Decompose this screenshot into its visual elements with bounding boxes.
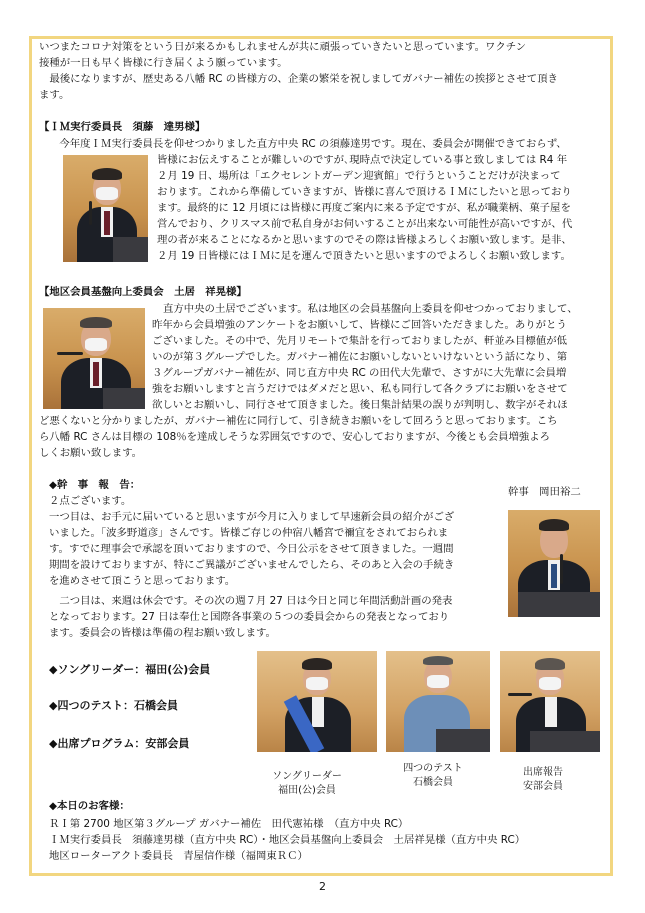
text-line: いつまたコロナ対策をという日が来るかもしれませんが共に頑張っていきたいと思っています。ワクチン <box>39 41 527 53</box>
role-attendance: ◆出席プログラム：安部会員 <box>49 737 190 750</box>
page-number: 2 <box>319 880 326 893</box>
attendance-photo <box>500 651 600 752</box>
text-line: ございました。その中で、先月リモートで集計を行っておりましたが、軒並み目標値が低 <box>152 335 567 347</box>
text-line: ます。委員会の皆様は準備の程お願い致します。 <box>49 627 276 639</box>
text-line: おります。これから準備していきますが、皆様に喜んで頂けるＩＭにしたいと思っており <box>157 186 572 198</box>
text-line: 今年度ＩＭ実行委員長を仰せつかりました直方中央 RC の須藤達男です。現在、委員会が開催できておらず、 <box>49 138 567 150</box>
four-way-test-photo <box>386 651 490 752</box>
text-line: 営んでおり、クリスマス前で私自身がお伺いすることが出来ない可能性が高いですが、代 <box>157 218 573 230</box>
guest-line: ＩＭ実行委員長 須藤達男様（直方中央 RC）・地区会員基盤向上委員会 土居祥晃様（直方中央 RC） <box>49 834 526 846</box>
text-line: を進めさせて頂こうと思っております。 <box>49 575 236 587</box>
role-four-way-test: ◆四つのテスト：石橋会員 <box>49 699 179 712</box>
text-line: ます。最終的に 12 月頃には皆様に再度ご案内に来る予定ですが、私が職業柄、菓子屋を <box>157 202 571 214</box>
text-line: す。すでに理事会で承認を頂いておりますので、今日公示をさせて頂きました。一週間 <box>49 543 454 555</box>
text-line: 一つ目は、お手元に届いていると思いますが今月に入りまして早速新会員の紹介がござ <box>49 511 455 523</box>
photo-caption: 石橋会員 <box>413 777 453 788</box>
text-line: 接種が一日も早く皆様に行き届くよう願っています。 <box>39 57 288 69</box>
text-line: 皆様にお伝えすることが難しいのですが､現時点で決定している事と致しましては R4 年 <box>157 154 568 166</box>
photo-caption: 四つのテスト <box>403 763 463 774</box>
text-line: ２月 19 日、場所は「エクセレントガーデン迎賓館」で行うということだけが決まって <box>157 170 561 182</box>
text-line: しくお願い致します。 <box>39 447 143 459</box>
text-line: ど悪くないと分かりましたが、ガバナー補佐に同行して、引き続きお願いをして回ろうと思っております。こち <box>39 415 558 427</box>
text-line: 理の者が来ることになるかと思いますのでその際は皆様よろしくお願い致します。是非、 <box>157 234 572 246</box>
photo-caption: ソングリーダー <box>272 771 342 782</box>
photo-caption: 福田(公)会員 <box>278 785 336 796</box>
song-leader-photo <box>257 651 377 752</box>
text-line: ２月 19 日皆様にはＩＭに足を運んで頂きたいと思いますのでよろしくお願い致します。 <box>157 250 571 262</box>
im-heading: 【ＩＭ実行委員長 須藤 達男様】 <box>39 121 206 133</box>
text-line: 昨年から会員増強のアンケートをお願いして、皆様にご回答いただきました。ありがとう <box>152 319 567 331</box>
guests-heading: ◆本日のお客様： <box>49 800 130 812</box>
role-song-leader: ◆ソングリーダー：福田(公)会員 <box>49 663 211 676</box>
text-line: いました。「波多野道彦」さんです。皆様ご存じの仲宿八幡宮で禰宜をされておられま <box>49 527 449 539</box>
member-committee-photo <box>43 308 145 409</box>
text-line: 強をお願いしますと言うだけではダメだと思い、私も同行して各クラブにお願いをさせて <box>152 383 568 395</box>
text-line: 欲しいとお願いし、同行させて頂きました。後日集計結果の誤りが判明し、数字がそれほ <box>152 399 568 411</box>
text-line: 二つ目は、来週は休会です。その次の週７月 27 日は今日と同じ年間活動計画の発表 <box>49 595 453 607</box>
text-line: 直方中央の土居でございます。私は地区の会員基盤向上委員を仰せつかっておりまして、 <box>163 303 578 315</box>
photo-caption: 出席報告 <box>523 767 563 778</box>
secretary-photo <box>508 510 600 617</box>
text-line: となっております。27 日は奉仕と国際各事業の５つの委員会からの発表となっており <box>49 611 450 623</box>
secretary-caption: 幹事 岡田裕二 <box>508 486 581 498</box>
text-line: ３グループガバナー補佐が、同じ直方中央 RC の田代大先輩で、さすがに大先輩に会員増 <box>152 367 567 379</box>
text-line: 最後になりますが、歴史ある八幡 RC の皆様方の、企業の繁栄を祝しましてガバナー補佐の挨拶とさせて頂き <box>39 73 558 85</box>
secretary-heading: ◆幹 事 報 告： <box>49 479 141 491</box>
text-line: 期間を設けておりますが、特にご異議がございませんでしたら、そのあと入会の手続き <box>49 559 455 571</box>
guest-line: 地区ローターアクト委員長 青屋信作様（福岡東ＲＣ） <box>49 850 308 862</box>
text-line: ２点ございます。 <box>49 495 132 507</box>
member-heading: 【地区会員基盤向上委員会 土居 祥晃様】 <box>39 286 247 298</box>
im-chairman-photo <box>63 155 148 262</box>
text-line: ます。 <box>39 89 70 101</box>
text-line: ら八幡 RC さんは目標の 108％を達成しそうな雰囲気ですので、安心しておりますが、今後とも会員増強よろ <box>39 431 551 443</box>
text-line: いのが第３グループでした。ガバナー補佐にお願いしないといけないという話になり、第 <box>152 351 568 363</box>
guest-line: ＲＩ第 2700 地区第３グループ ガバナー補佐 田代憲祐様 （直方中央 RC） <box>49 818 409 830</box>
photo-caption: 安部会員 <box>523 781 563 792</box>
